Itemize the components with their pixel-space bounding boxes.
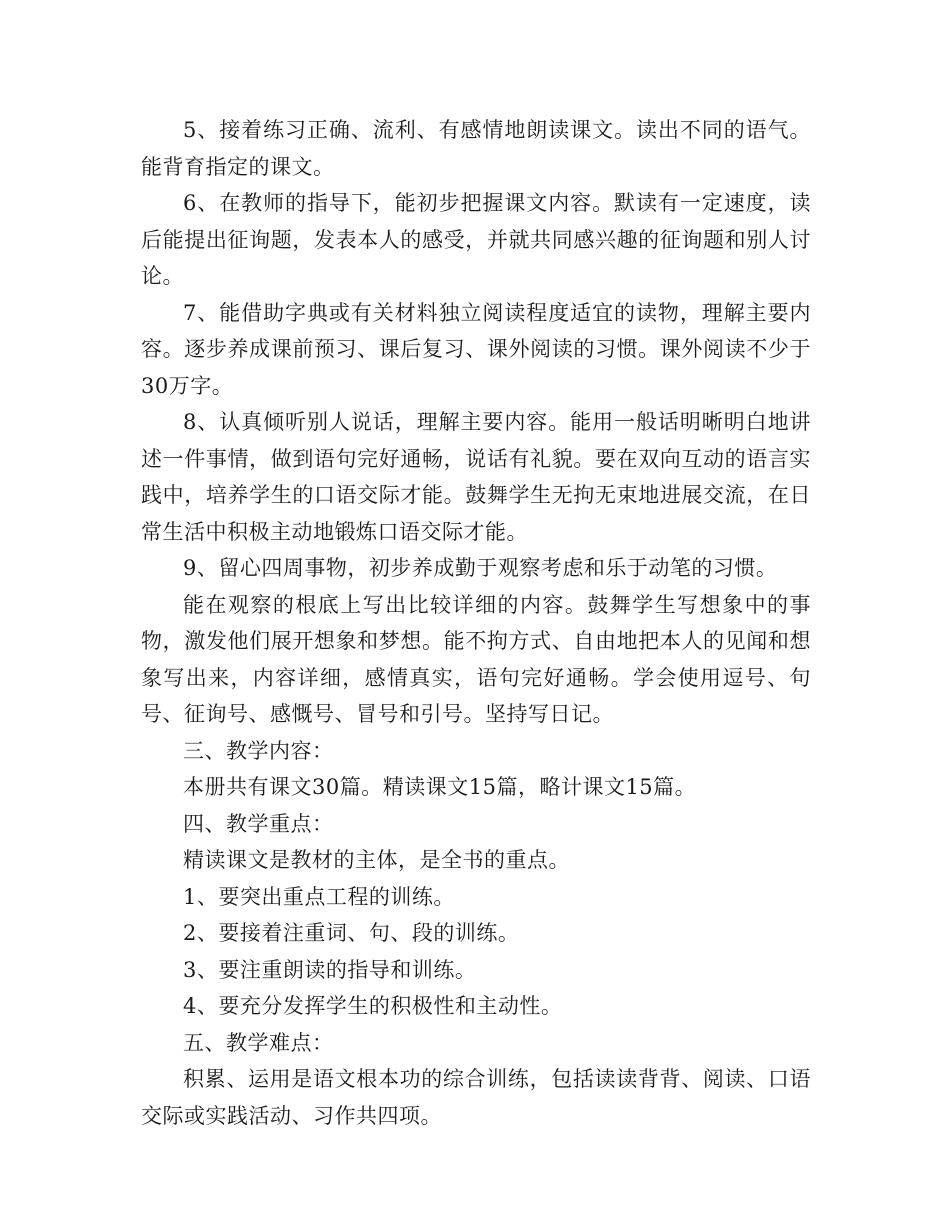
paragraph-difficulty: 积累、运用是语文根本功的综合训练，包括读读背背、阅读、口语交际或实践活动、习作共四项。 [141, 1067, 811, 1128]
section-heading-focus: 四、教学重点： [183, 811, 334, 836]
paragraph-item-5: 5、接着练习正确、流利、有感情地朗读课文。读出不同的语气。能背育指定的课文。 [141, 118, 811, 179]
paragraph-focus-intro: 精读课文是教材的主体，是全书的重点。 [183, 848, 570, 872]
focus-item-1: 1、要突出重点工程的训练。 [183, 884, 455, 909]
focus-item-2: 2、要接着注重词、句、段的训练。 [183, 921, 520, 945]
section-heading-difficulty: 五、教学难点： [183, 1030, 334, 1055]
paragraph-item-7: 7、能借助字典或有关材料独立阅读程度适宜的读物，理解主要内容。逐步养成课前预习、课后复习、课外阅读的习惯。课外阅读不少于30万字。 [141, 300, 811, 398]
paragraph-item-8: 8、认真倾听别人说话，理解主要内容。能用一般话明晰明白地讲述一件事情，做到语句完好通畅，说话有礼貌。要在双向互动的语言实践中，培养学生的口语交际才能。鼓舞学生无拘无束地进展交流，在日常生活中积极主动地锻炼口语交际才能。 [141, 410, 811, 544]
focus-item-3: 3、要注重朗读的指导和训练。 [183, 957, 477, 982]
paragraph-item-9: 9、留心四周事物，初步养成勤于观察考虑和乐于动笔的习惯。 [183, 556, 778, 580]
paragraph-lesson-count: 本册共有课文30篇。精读课文15篇，略计课文15篇。 [183, 775, 697, 799]
paragraph-item-6: 6、在教师的指导下，能初步把握课文内容。默读有一定速度，读后能提出征询题，发表本人的感受，并就共同感兴趣的征询题和别人讨论。 [141, 191, 811, 288]
document-body [141, 112, 811, 1134]
paragraph-writing: 能在观察的根底上写出比较详细的内容。鼓舞学生写想象中的事物，激发他们展开想象和梦想。能不拘方式、自由地把本人的见闻和想象写出来，内容详细，感情真实，语句完好通畅。学会使用逗号、句号、征询号、感慨号、冒号和引号。坚持写日记。 [141, 592, 811, 726]
section-heading-content: 三、教学内容： [183, 738, 334, 763]
focus-item-4: 4、要充分发挥学生的积极性和主动性。 [183, 994, 563, 1018]
